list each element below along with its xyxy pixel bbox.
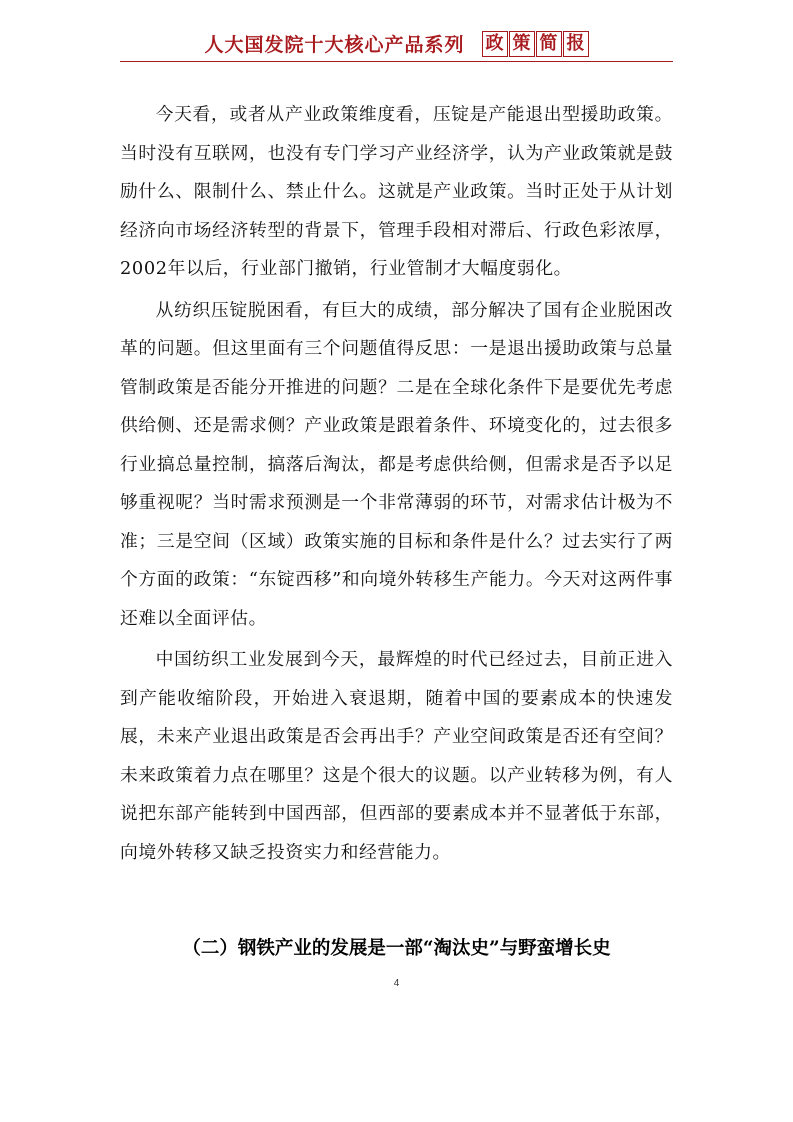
series-title: 人大国发院十大核心产品系列 [204, 34, 465, 56]
header-divider [120, 61, 673, 62]
page-number: 4 [393, 978, 400, 989]
brand-char: 报 [563, 31, 589, 57]
section-heading: （二）钢铁产业的发展是一部“淘汰史”与野蛮增长史 [182, 938, 611, 959]
body-text [120, 96, 673, 875]
brand-title [481, 31, 589, 57]
paragraph: 从纺织压锭脱困看，有巨大的成绩，部分解决了国有企业脱困改革的问题。但这里面有三个问题值得反思：一是退出援助政策与总量管制政策是否能分开推进的问题？二是在全球化条件下是要优先考虑供给侧、还是需求侧？产业政策是跟着条件、环境变化的，过去很多行业搞总量控制，搞落后淘汰，都是考虑供给侧，但需求是否予以足够重视呢？当时需求预测是一个非常薄弱的环节，对需求估计极为不准；三是空间（区域）政策实施的目标和条件是什么？过去实行了两个方面的政策：“东锭西移”和向境外转移生产能力。今天对这两件事还难以全面评估。 [120, 299, 673, 629]
page-header [120, 30, 673, 62]
brand-char: 政 [482, 31, 508, 57]
brand-char: 策 [509, 31, 535, 57]
brand-char: 简 [536, 31, 562, 57]
paragraph: 中国纺织工业发展到今天，最辉煌的时代已经过去，目前正进入到产能收缩阶段，开始进入衰退期，随着中国的要素成本的快速发展，未来产业退出政策是否会再出手？产业空间政策是否还有空间？未来政策着力点在哪里？这是个很大的议题。以产业转移为例，有人说把东部产能转到中国西部，但西部的要素成本并不显著低于东部，向境外转移又缺乏投资实力和经营能力。 [120, 649, 673, 863]
paragraph: 今天看，或者从产业政策维度看，压锭是产能退出型援助政策。当时没有互联网，也没有专门学习产业经济学，认为产业政策就是鼓励什么、限制什么、禁止什么。这就是产业政策。当时正处于从计划经济向市场经济转型的背景下，管理手段相对滞后、行政色彩浓厚，2002年以后，行业部门撤销，行业管制才大幅度弱化。 [120, 104, 673, 279]
